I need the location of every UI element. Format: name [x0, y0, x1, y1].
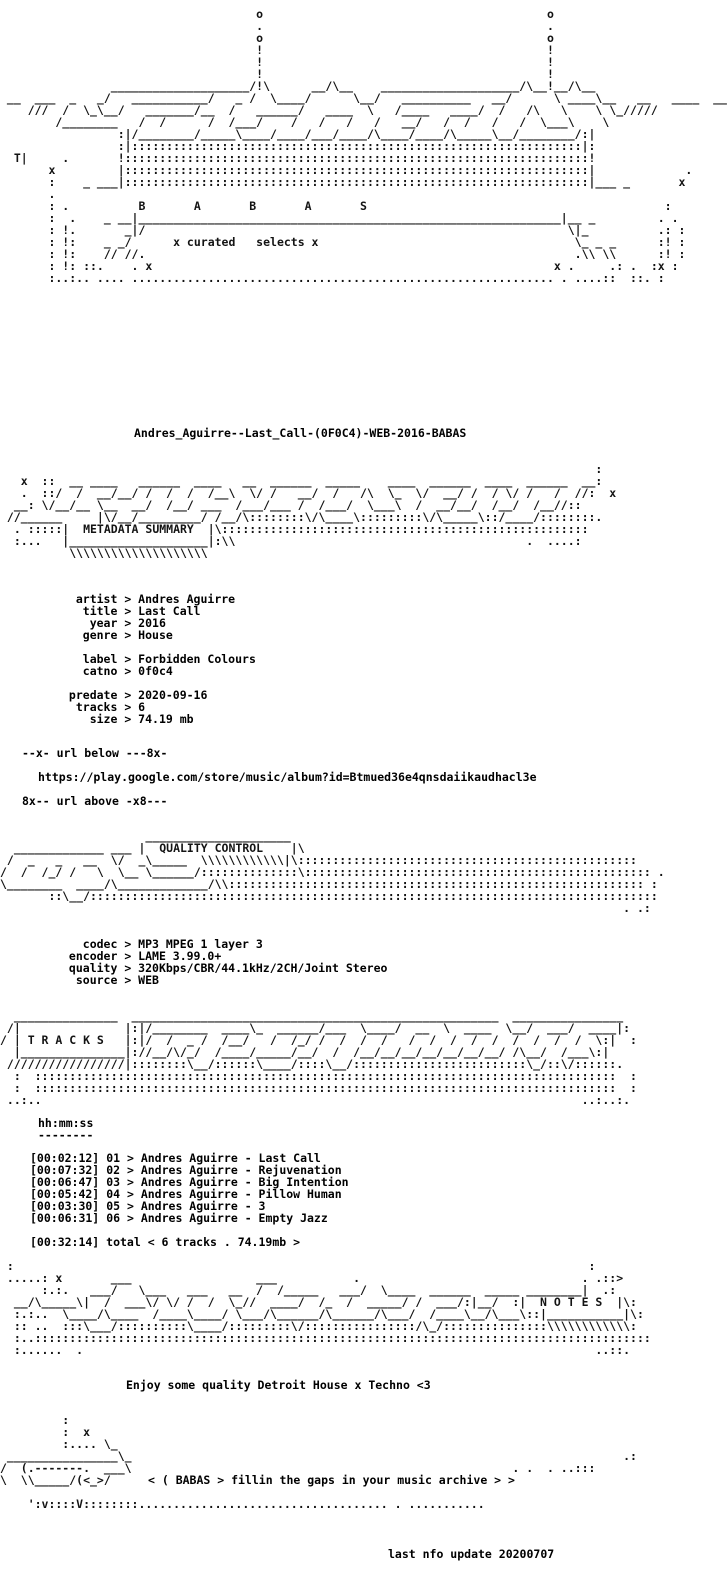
metadata-key: tracks [62, 700, 118, 714]
track-title: Last Call [258, 1151, 321, 1165]
notes-banner-art: : : .....: x ___ ___ . . .::> :.:. ___/ \___ ___ __ / /_____ ___/ \____ ______ _____ ________| .: __/\_____\| / ___\/ \/ / / \_// ____/ /_ / _____/ / ___/:|__/ :| N O T E S |\: :.:.. \____/\____ /____\____/ \___/\______/\______/\___/ /____\__/\___\::|___________|\: :: .. :::\___/::::::::::\____/:::::::::\/::::::::::::::::/\_/:::::::::::::::\\\\\\\\\\\\: :..::::::::::::::::::::::::::::::::::::::::::::::::::::::::::::::::::::::::::::::::::::::::: :...... . ..::. [6, 1259, 651, 1357]
url-above-marker: 8x-- url above -x8--- [22, 794, 168, 808]
footer-ship-art: : : x :.... \_ ________________\_ .: / (.-------. ___\ . . . ..::: \ \\_____/(<_>/ [0, 1413, 637, 1487]
metadata-key: year [62, 616, 118, 630]
track-title: Big Intention [258, 1175, 349, 1189]
track-row: [00:02:12] 01 > Andres Aguirre - Last Call [30, 1151, 321, 1165]
metadata-row: year > 2016 [62, 616, 166, 630]
quality-key: source [62, 973, 118, 987]
metadata-row: size > 74.19 mb [62, 712, 194, 726]
metadata-row: title > Last Call [62, 604, 201, 618]
track-row: [00:07:32] 02 > Andres Aguirre - Rejuvenation [30, 1163, 342, 1177]
track-title: Pillow Human [258, 1187, 342, 1201]
metadata-value: 74.19 mb [138, 712, 194, 726]
track-artist: Andres Aguirre [140, 1199, 238, 1213]
quality-row: source > WEB [62, 973, 159, 987]
metadata-row: predate > 2020-09-16 [62, 688, 208, 702]
track-number: 05 [106, 1199, 121, 1213]
track-artist: Andres Aguirre [140, 1163, 238, 1177]
quality-banner-art: _____________________ _____________ ___ | QUALITY CONTROL |\ / _ _ __ \/ _\_____ \\\\\\\\\\\\|\::::::::::::::::::::::::::::::::::::::::::::::::: / / /_/ / \ \__ \______/::::::::::::::\:::::::::::::::::::::::::::::::::::::::::::::::::: . \________ ____/\_____________/\\:::::::::::::::::::::::::::::::::::::::::::::::::::::::::::: : ::\__/:::::::::::::::::::::::::::::::::::::::::::::::::::::::::::::::::::::::::::::::::: . .: [0, 829, 665, 915]
track-time: [00:06:31] [30, 1211, 100, 1225]
metadata-value: 2016 [138, 616, 166, 630]
metadata-row: catno > 0f0c4 [62, 664, 173, 678]
metadata-key: artist [62, 592, 118, 606]
metadata-row: tracks > 6 [62, 700, 146, 714]
quality-value: 320Kbps/CBR/44.1kHz/2CH/Joint Stereo [138, 961, 388, 975]
tracks-total: [00:32:14] total < 6 tracks . 74.19mb > [30, 1235, 301, 1249]
metadata-key: label [62, 652, 118, 666]
quality-row: encoder > LAME 3.99.0+ [62, 949, 222, 963]
quality-value: MP3 MPEG 1 layer 3 [138, 937, 263, 951]
track-time: [00:02:12] [30, 1151, 100, 1165]
metadata-value: 0f0c4 [138, 664, 173, 678]
track-title: Rejuvenation [258, 1163, 342, 1177]
notes-text: Enjoy some quality Detroit House x Techno <3 [126, 1378, 431, 1392]
last-update: last nfo update 20200707 [388, 1547, 555, 1561]
metadata-value: Andres Aguirre [138, 592, 236, 606]
track-row: [00:05:42] 04 > Andres Aguirre - Pillow Human [30, 1187, 342, 1201]
quality-key: codec [62, 937, 118, 951]
quality-row: codec > MP3 MPEG 1 layer 3 [62, 937, 263, 951]
album-url-link[interactable]: https://play.google.com/store/music/album?id=Btmued36e4qnsdaiikaudhacl3e [38, 770, 537, 784]
quality-value: WEB [138, 973, 159, 987]
metadata-list [62, 593, 256, 725]
track-row: [00:06:31] 06 > Andres Aguirre - Empty Jazz [30, 1211, 328, 1225]
metadata-value: House [138, 628, 173, 642]
track-number: 02 [106, 1163, 121, 1177]
time-rule: -------- [38, 1128, 94, 1142]
track-artist: Andres Aguirre [140, 1175, 238, 1189]
footer-dots: ':v::::V::::::::.................................... . ........... [0, 1497, 485, 1511]
quality-key: encoder [62, 949, 118, 963]
time-header: hh:mm:ss [38, 1116, 94, 1130]
track-number: 04 [106, 1187, 121, 1201]
quality-row: quality > 320Kbps/CBR/44.1kHz/2CH/Joint Stereo [62, 961, 388, 975]
metadata-value: 6 [138, 700, 146, 714]
track-row: [00:03:30] 05 > Andres Aguirre - 3 [30, 1199, 266, 1213]
track-time: [00:06:47] [30, 1175, 100, 1189]
metadata-value: Last Call [138, 604, 201, 618]
track-number: 06 [106, 1211, 121, 1225]
quality-list [62, 938, 387, 986]
quality-value: LAME 3.99.0+ [138, 949, 222, 963]
metadata-row: artist > Andres Aguirre [62, 592, 236, 606]
metadata-key: predate [62, 688, 118, 702]
track-list [30, 1152, 349, 1224]
track-time: [00:05:42] [30, 1187, 100, 1201]
track-row: [00:06:47] 03 > Andres Aguirre - Big Intention [30, 1175, 349, 1189]
babas-logo-art: o o . . o o ! ! ! ! ! ! ____________________/!\ __/\__ ____________________/\__!__/\__ __ ___ _ _/ ___________/ _ / \____/ \__/ __________ __/ \ ____\__ __ ____ __ /// / \_\__/ _______/__ / ______/ ____ \ /____ ____/ / /\ \ \ \_///// /________ / / / /___/ / / / / __/ / / / / \___\ \ :|/________/_____\____/____/___/____/\____/____/\_____\__/________/:| :|:::::::::::::::::::::::::::::::::::::::::::::::::::::::::::::::::|: T| . !:::::::::::::::::::::::::::::::::::::::::::::::::::::::::::::::::::! x |:::::::::::::::::::::::::::::::::::::::::::::::::::::::::::::::::::| . : _ ___|:::::::::::::::::::::::::::::::::::::::::::::::::::::::::::::::::::|___ _ x . : . B A B A S : : . _ __|_____________________________________________________________|__ _ . . : !. _|/ \|_ .: : : !: _ _/ x curated selects x \_ _ _ :! : : !: // //. .\\ \\ :! : : !: ::. . x x . .: . :x : :..:.. .... ............................................................. . ....:: ::. : [6, 7, 727, 285]
footer-slogan: < ( BABAS > fillin the gaps in your music archive > > [148, 1473, 515, 1487]
url-below-marker: --x- url below ---8x- [22, 746, 168, 760]
metadata-value: 2020-09-16 [138, 688, 208, 702]
metadata-key: catno [62, 664, 118, 678]
track-title: Empty Jazz [258, 1211, 328, 1225]
track-number: 01 [106, 1151, 121, 1165]
metadata-row: label > Forbidden Colours [62, 652, 256, 666]
track-title: 3 [258, 1199, 266, 1213]
track-time: [00:03:30] [30, 1199, 100, 1213]
metadata-row: genre > House [62, 628, 173, 642]
metadata-key: title [62, 604, 118, 618]
release-name: Andres_Aguirre--Last_Call-(0F0C4)-WEB-2016-BABAS [134, 426, 467, 440]
track-number: 03 [106, 1175, 121, 1189]
track-artist: Andres Aguirre [140, 1187, 238, 1201]
track-artist: Andres Aguirre [140, 1211, 238, 1225]
tracks-banner-art: _______________ _____________________________________________________ ________________ /| |:|/________ ____\_ ______/___ \____/ __ \ ____ \__/ ___/ ____|: / | T R A C K S |:|/ / _ / /__/ / /_/ / / / / / / / / / / / / / \:| : |_______________|://__/\/_/ /____/_____/__/ / /__/__/__/__/__/__/__/ /\__/ /___\:| /////////////////|::::::::\__/::::::\____/::::\__/:::::::::::::::::::::::::\_/::\/::::::. : :::::::::::::::::::::::::::::::::::::::::::::::::::::::::::::::::::::::::::::::::::: : : :::::::::::::::::::::::::::::::::::::::::::::::::::::::::::::::::::::::::::::::::::: : ..:.. ..:..:. [0, 1009, 637, 1107]
metadata-key: genre [62, 628, 118, 642]
quality-key: quality [62, 961, 118, 975]
metadata-banner-art: : x :: __ ____ ______ ____ __ ______ _____ ____ ______ ____ ______ __: . ::/ / __/__/ / / / /__\ \/ / __/ / /\ \_ \/ __/ / / \/ / / //: x __: \/__/__ \__ __/ /__/ ___ /___/___ / /___/ \___\ / __/__/ /__/ /__//:: //______ |\/__/_________/ /__/\::::::::\/\____\:::::::::\/\_____\::/____/::::::::. . :::::| METADATA SUMMARY |\::::::::::::::::::::::::::::::::::::::::::::::::::::: :... |____________________|:\\ . ....: \\\\\\\\\\\\\\\\\\\\ [6, 462, 617, 560]
metadata-value: Forbidden Colours [138, 652, 256, 666]
metadata-key: size [62, 712, 118, 726]
track-artist: Andres Aguirre [140, 1151, 238, 1165]
track-time: [00:07:32] [30, 1163, 100, 1177]
